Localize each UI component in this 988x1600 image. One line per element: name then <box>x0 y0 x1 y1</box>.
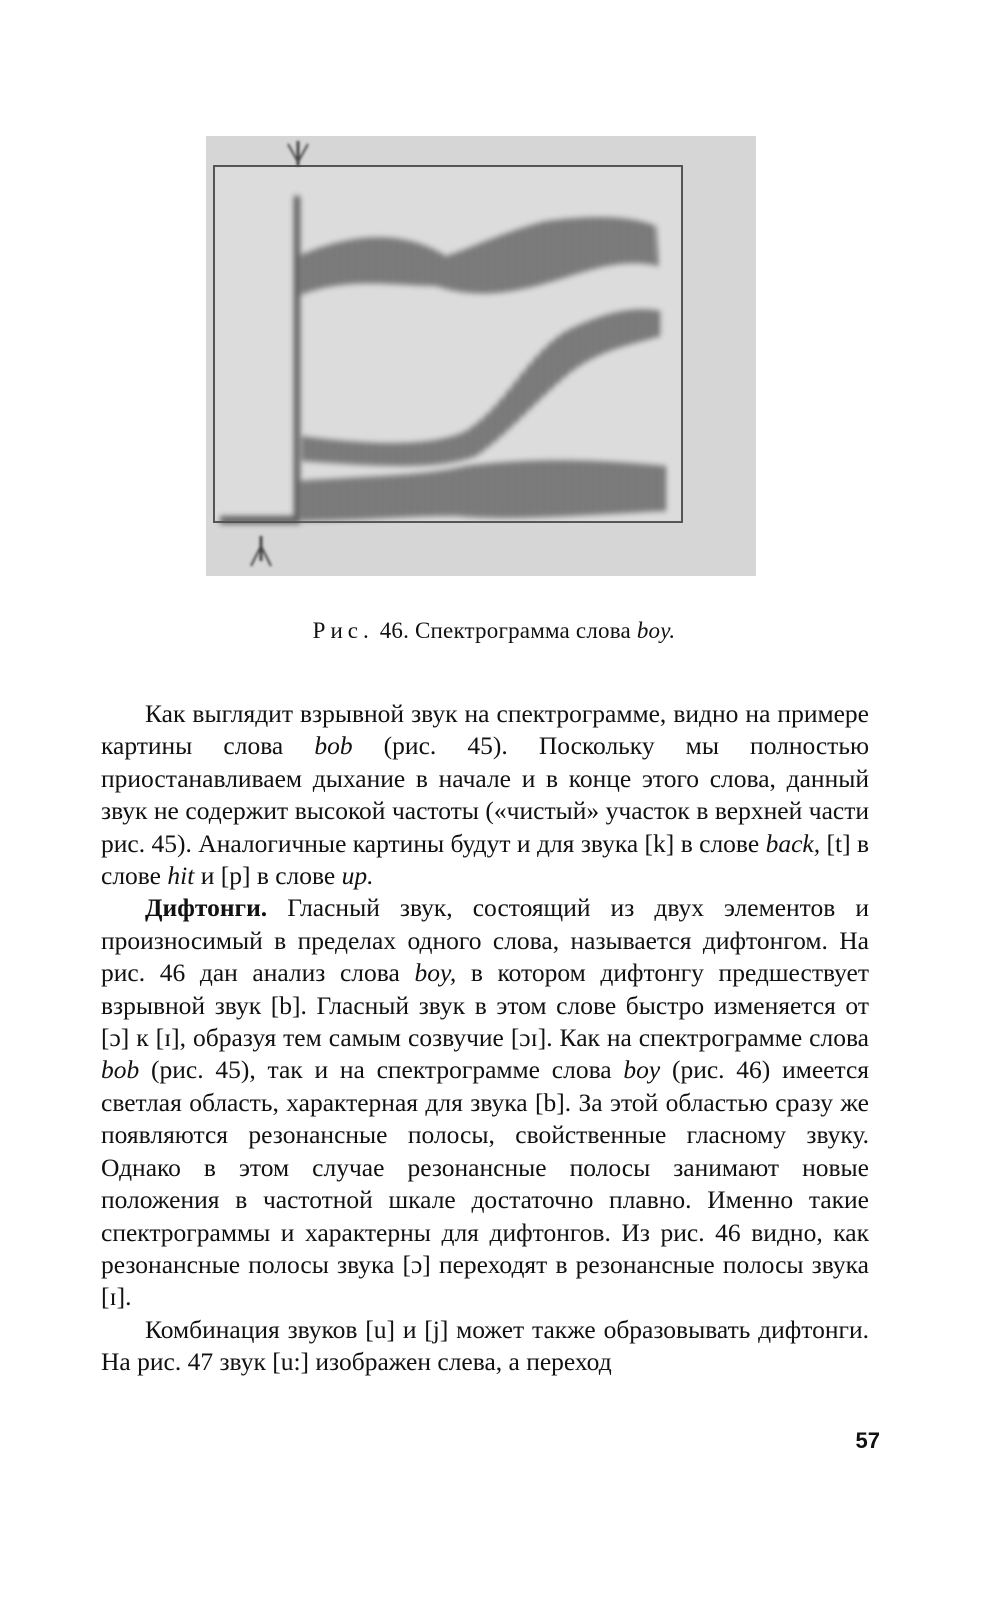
caption-word: boy. <box>636 618 676 643</box>
caption-text: Спектрограмма слова <box>415 618 631 643</box>
text-run: в котором дифтонгу предшествует взрывной звук [b]. Гласный звук в этом слове быстро изменяется от [ɔ] к [ɪ], образуя тем самым созвучие [ɔɪ]. Как на спектрограмме слова <box>101 958 870 1053</box>
spectrogram-image <box>206 136 756 576</box>
italic-word: up. <box>341 861 374 891</box>
paragraph-1 <box>101 698 869 892</box>
paragraph-2 <box>101 892 869 1313</box>
italic-word: boy <box>623 1055 661 1085</box>
text-run: Гласный звук, состоящий из двух элементов и произносимый в пределах одного слова, называется дифтонгом. На рис. 46 дан анализ слова <box>101 893 869 988</box>
italic-word: hit <box>167 861 195 891</box>
text-run: и [p] в слове <box>194 861 342 891</box>
spectrogram-figure <box>206 136 756 576</box>
caption-label: Рис. <box>312 618 374 643</box>
body-text <box>101 698 869 1379</box>
text-run: (рис. 45). Поскольку мы полностью приостанавливаем дыхание в начале и в конце этого слова, данный звук не содержит высокой частоты («чистый» участок в верхней части рис. 45). Аналогичные картины будут и для звука [k] в слове <box>101 731 870 858</box>
section-heading: Дифтонги. <box>145 893 268 923</box>
italic-word: boy, <box>414 958 457 988</box>
paragraph-3 <box>101 1314 869 1379</box>
italic-word: bob <box>101 1055 140 1085</box>
italic-word: back, <box>765 828 821 858</box>
caption-number: 46. <box>379 618 410 643</box>
italic-word: bob <box>314 731 353 761</box>
text-run: [t] в слове <box>101 828 870 891</box>
text-run: Комбинация звуков [u] и [j] может также образовывать дифтонги. На рис. 47 звук [u:] изображен слева, а переход <box>101 1314 869 1377</box>
text-run: (рис. 46) имеется светлая область, характерная для звука [b]. За этой областью сразу же появляются резонансные полосы, свойственные гласному звуку. Однако в этом случае резонансные полосы занимают новые положения в частотной шкале достаточно плавно. Именно такие спектрограммы и характерны для дифтонгов. Из рис. 46 видно, как резонансные полосы звука [ɔ] переходят в резонансные полосы звука [ɪ]. <box>101 1055 869 1312</box>
figure-caption <box>0 618 988 644</box>
text-run: Как выглядит взрывной звук на спектрограмме, видно на примере картины слова <box>101 699 869 761</box>
page-number: 57 <box>855 1428 880 1453</box>
text-run: (рис. 45), так и на спектрограмме слова <box>139 1055 624 1085</box>
